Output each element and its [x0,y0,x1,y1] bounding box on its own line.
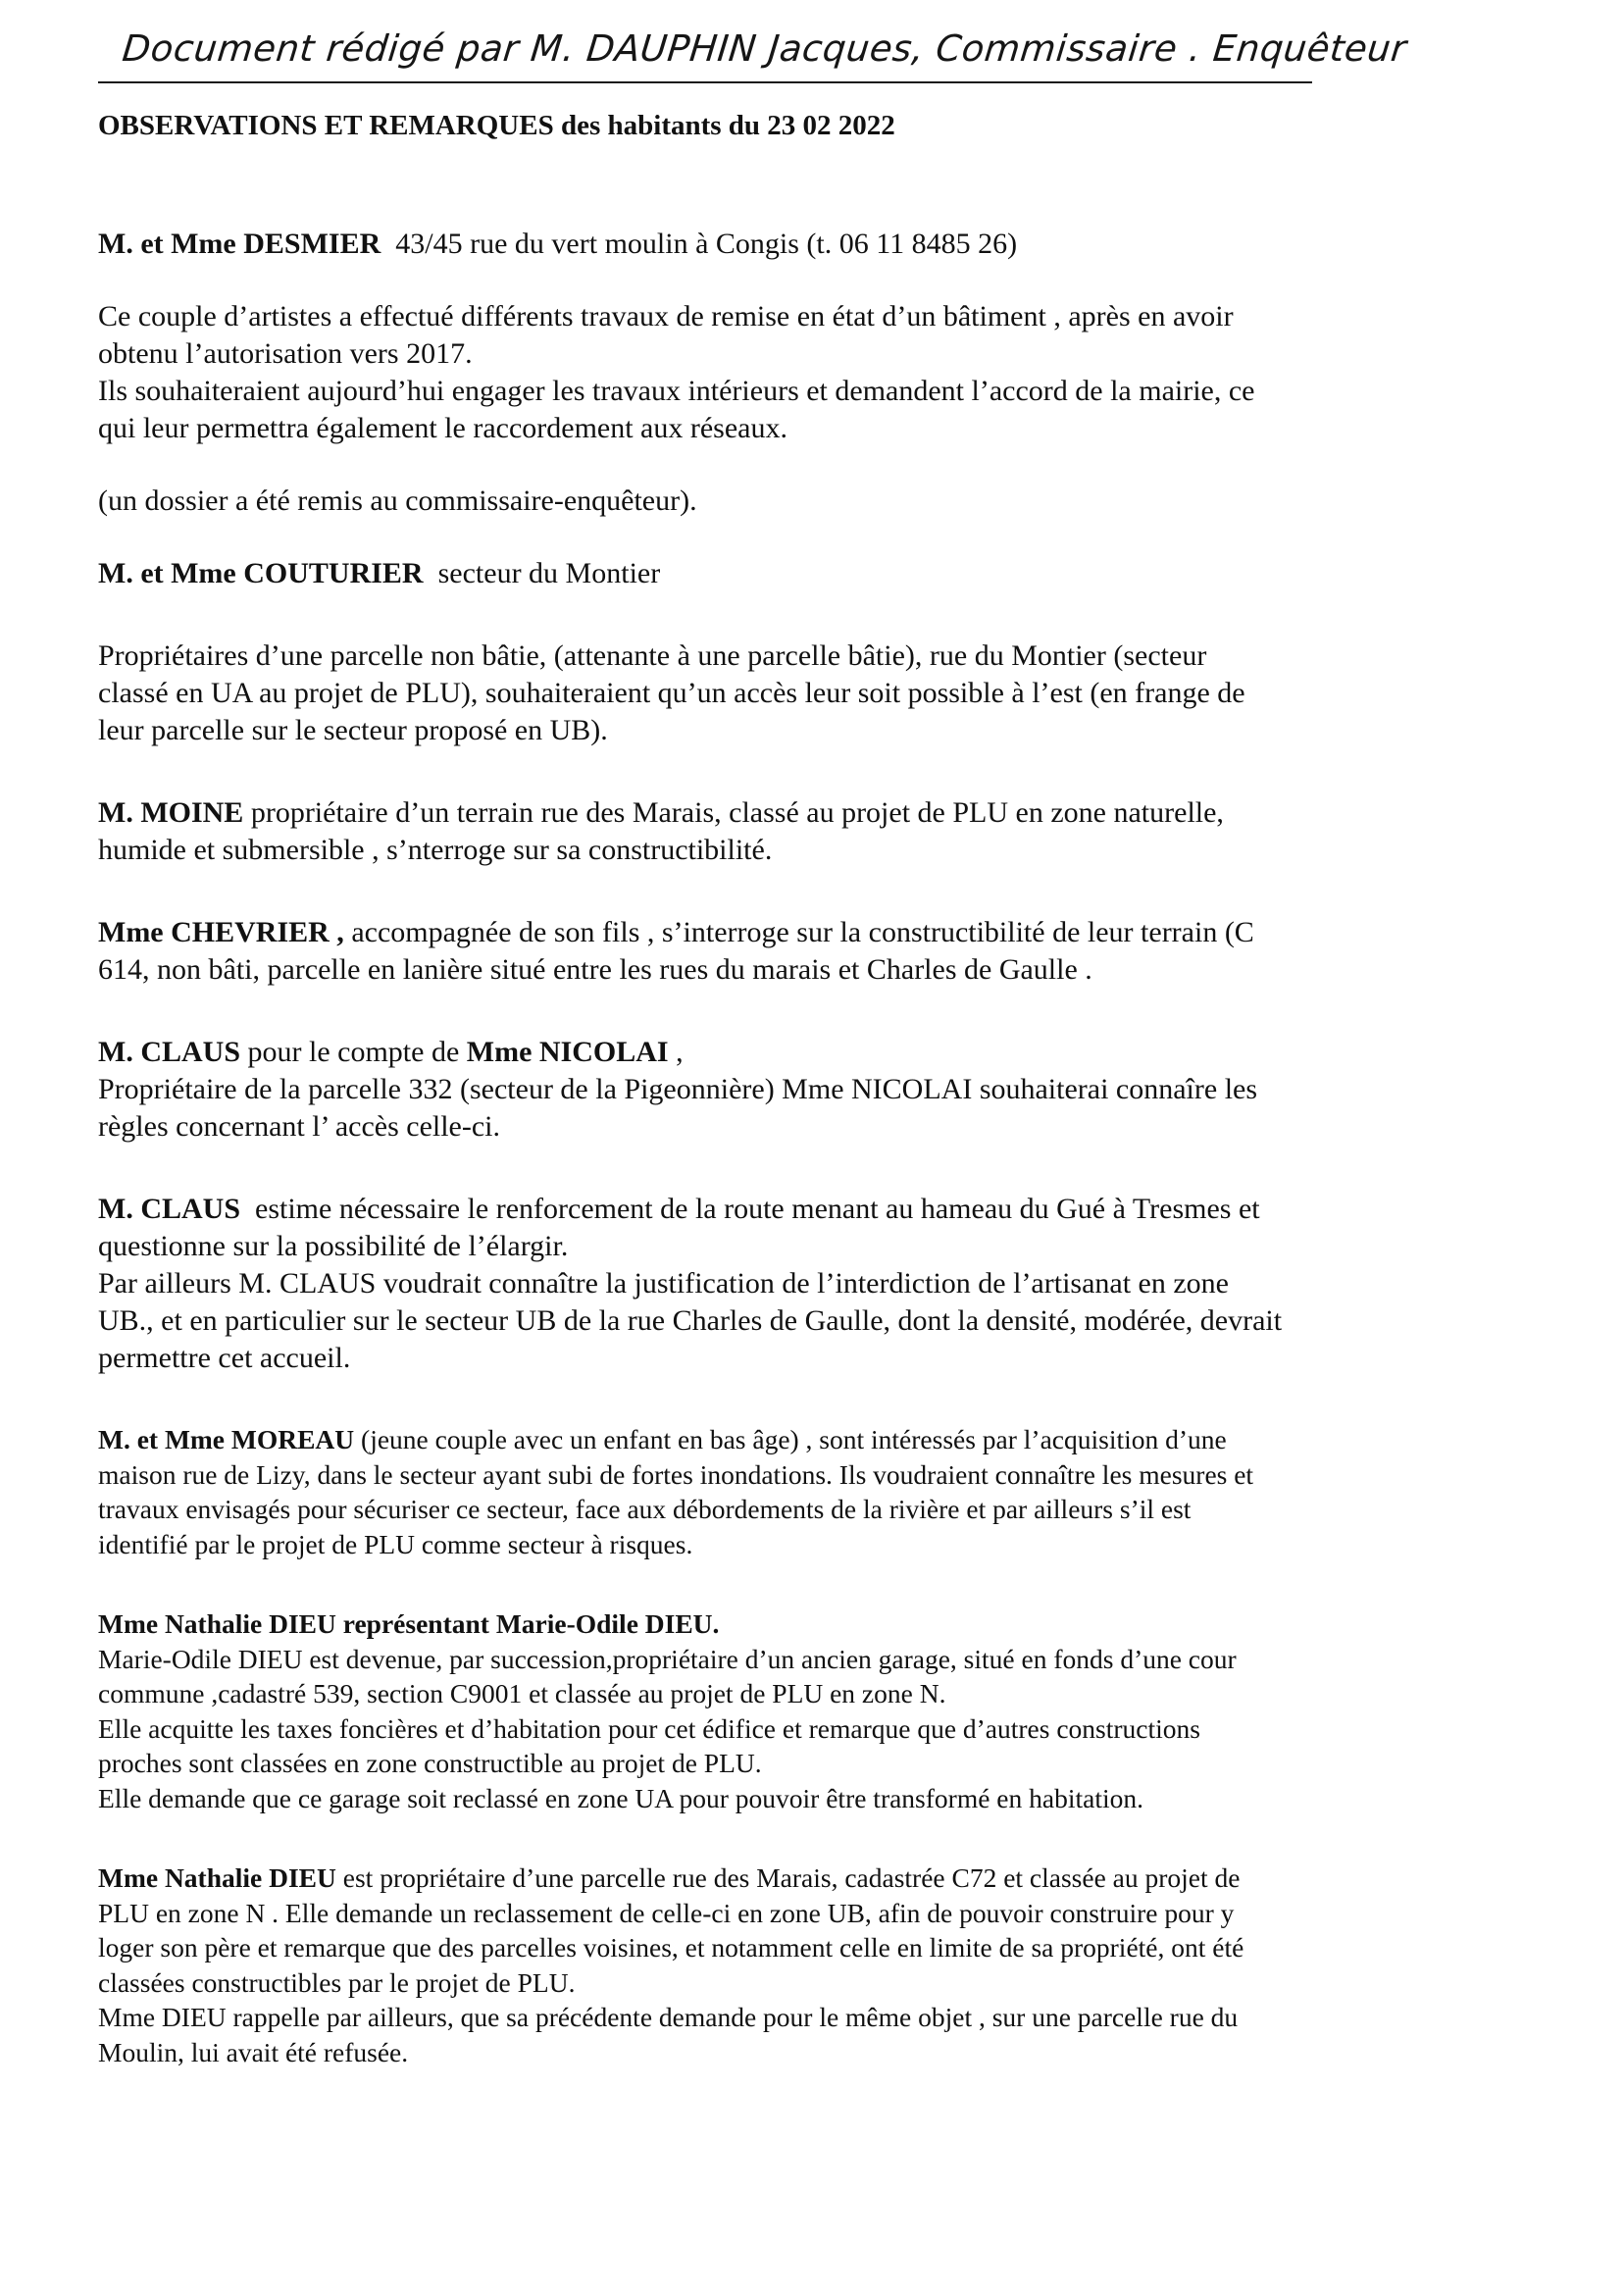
entry-text-line: permettre cet accueil. [98,1342,351,1374]
entry-text-line: Elle demande que ce garage soit reclassé en zone UA pour pouvoir être transformé en habitation. [98,1782,1143,1813]
entry-text-line: Par ailleurs M. CLAUS voudrait connaître la justification de l’interdiction de l’artisanat en zone [98,1267,1229,1300]
entry-text-line: 614, non bâti, parcelle en lanière situé entre les rues du marais et Charles de Gaulle . [98,953,1092,986]
resident-name: Mme Nathalie DIEU [98,1862,336,1893]
entry-text-line: travaux envisagés pour sécuriser ce secteur, face aux débordements de la rivière et par ailleurs s’il est [98,1494,1192,1524]
entry-text-line: PLU en zone N . Elle demande un reclassement de celle-ci en zone UB, afin de pouvoir construire pour y [98,1897,1235,1928]
handwritten-author-note: Document rédigé par M. DAUPHIN Jacques, Commissaire . Enquêteur [120,27,1409,70]
entry-claus-nicolai [98,1034,1549,1146]
entry-text-line: classées constructibles par le projet de PLU. [98,1966,576,1998]
entry-text-line: leur parcelle sur le secteur proposé en UB). [98,714,608,746]
resident-name: M. CLAUS [98,1193,241,1225]
entry-text-line: Moulin, lui avait été refusée. [98,2036,409,2067]
entry-heading [98,226,1549,263]
resident-name: M. et Mme MOREAU [98,1424,355,1454]
entry-note: (un dossier a été remis au commissaire-enquêteur). [98,484,697,517]
entry-text-line: Mme CHEVRIER , accompagnée de son fils , s’interroge sur la constructibilité de leur terrain (C [98,916,1254,948]
entry-text-line: loger son père et remarque que des parcelles voisines, et notamment celle en limite de sa propriété, ont été [98,1932,1244,1963]
resident-name-secondary: Mme NICOLAI [466,1036,669,1068]
entry-text-line: humide et submersible , s’nterroge sur sa constructibilité. [98,834,773,866]
entry-chevrier [98,914,1549,989]
entry-text-line: classé en UA au projet de PLU), souhaiteraient qu’un accès leur soit possible à l’est (en frange de [98,677,1245,709]
entry-text-line: obtenu l’autorisation vers 2017. [98,337,473,370]
resident-name: M. et Mme DESMIER [98,228,381,260]
resident-address: 43/45 rue du vert moulin à Congis (t. 06 11 8485 26) [395,228,1018,260]
entry-text-line: questionne sur la possibilité de l’élargir. [98,1230,569,1262]
resident-name: M. CLAUS [98,1036,241,1068]
entry-text-line: M. MOINE propriétaire d’un terrain rue des Marais, classé au projet de PLU en zone naturelle, [98,796,1224,829]
resident-sector: secteur du Montier [437,557,661,589]
entry-text-line: identifié par le projet de PLU comme secteur à risques. [98,1528,693,1559]
entry-dieu-owner [98,1861,1549,2069]
entry-dieu-representative [98,1606,1549,1815]
entry-text-line: Propriétaires d’une parcelle non bâtie, (attenante à une parcelle bâtie), rue du Montier (secteur [98,639,1207,672]
entry-text-line: M. CLAUS estime nécessaire le renforcement de la route menant au hameau du Gué à Tresmes et [98,1193,1260,1225]
entry-couturier [98,555,1549,749]
handwritten-underline [98,81,1312,83]
entry-text-line: Mme Nathalie DIEU est propriétaire d’une parcelle rue des Marais, cadastrée C72 et classée au projet de [98,1862,1241,1893]
entry-text-line: commune ,cadastré 539, section C9001 et classée au projet de PLU en zone N. [98,1678,946,1708]
entry-moine [98,794,1549,869]
entry-text-line: Marie-Odile DIEU est devenue, par succession,propriétaire d’un ancien garage, situé en fonds d’une cour [98,1643,1237,1674]
entry-claus [98,1191,1549,1377]
resident-name: M. MOINE [98,796,244,829]
entry-text-line: M. et Mme MOREAU (jeune couple avec un enfant en bas âge) , sont intéressés par l’acquisition d’une [98,1424,1227,1454]
resident-name: M. et Mme COUTURIER [98,557,424,589]
entry-text-line: Mme DIEU rappelle par ailleurs, que sa précédente demande pour le même objet , sur une parcelle rue du [98,2002,1239,2032]
entry-desmier [98,226,1549,520]
entry-text-line: Ce couple d’artistes a effectué différents travaux de remise en état d’un bâtiment , après en avoir [98,300,1234,332]
page-title: OBSERVATIONS ET REMARQUES des habitants du 23 02 2022 [98,110,895,141]
entry-heading [98,555,1549,592]
entry-text-line: qui leur permettra également le raccordement aux réseaux. [98,412,787,444]
entry-text-line: Elle acquitte les taxes foncières et d’habitation pour cet édifice et remarque que d’autres constructions [98,1712,1200,1744]
entry-text-line: règles concernant l’ accès celle-ci. [98,1110,501,1143]
entry-text-line: maison rue de Lizy, dans le secteur ayant subi de fortes inondations. Ils voudraient connaître les mesures et [98,1458,1254,1490]
entry-heading: M. CLAUS pour le compte de Mme NICOLAI , [98,1036,684,1068]
entry-text-line: proches sont classées en zone constructible au projet de PLU. [98,1748,762,1778]
entry-text-line: UB., et en particulier sur le secteur UB de la rue Charles de Gaulle, dont la densité, modérée, devrait [98,1304,1283,1337]
resident-name: Mme CHEVRIER , [98,916,344,948]
entry-text-line: Ils souhaiteraient aujourd’hui engager les travaux intérieurs et demandent l’accord de la mairie, ce [98,375,1255,407]
entry-text-line: Propriétaire de la parcelle 332 (secteur de la Pigeonnière) Mme NICOLAI souhaiterai connaîre les [98,1073,1258,1105]
document-body [98,226,1549,2069]
entry-moreau [98,1422,1549,1561]
entry-heading: Mme Nathalie DIEU représentant Marie-Odile DIEU. [98,1608,720,1639]
